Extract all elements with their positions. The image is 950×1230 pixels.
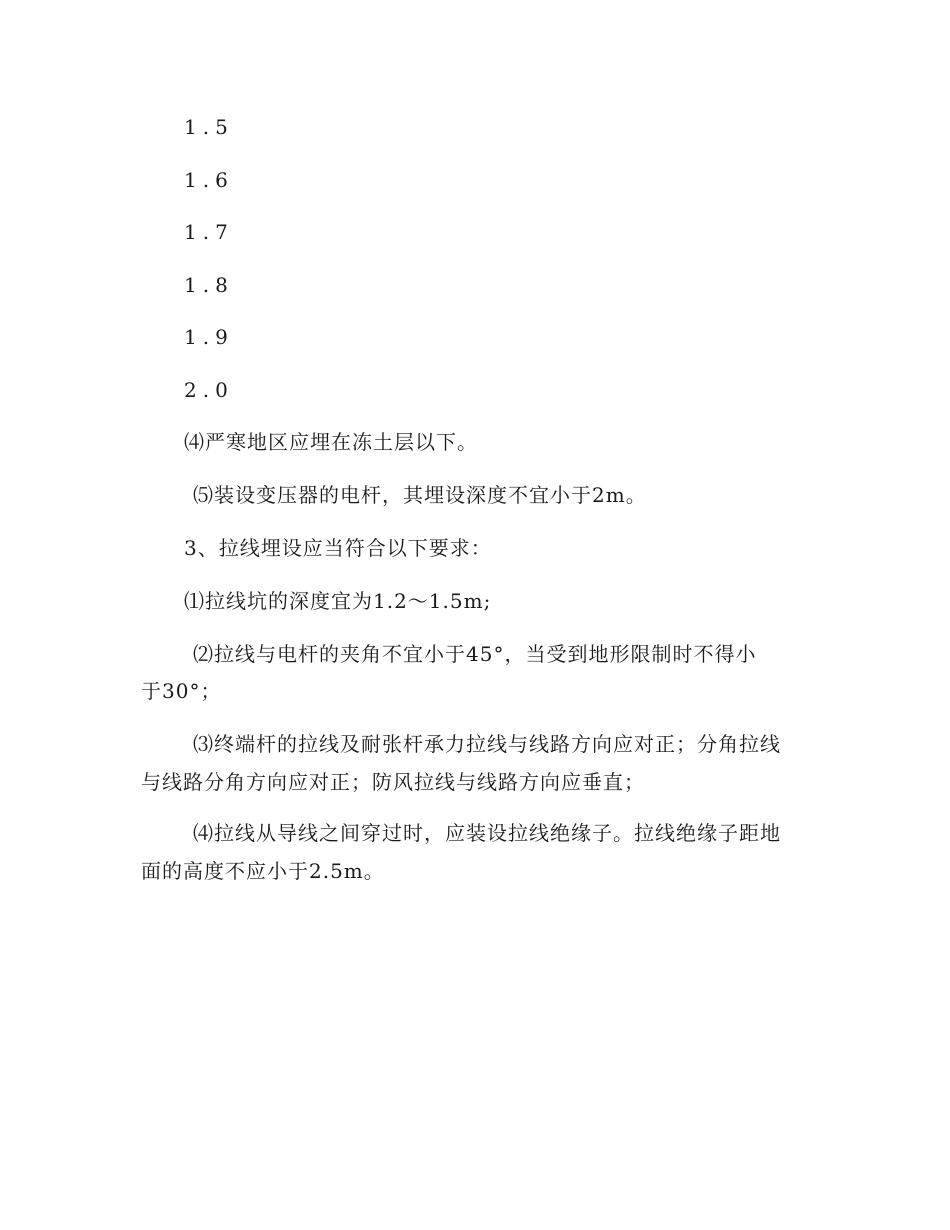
- list-item-3-line-2: 与线路分角方向应对正；防风拉线与线路方向应垂直；: [141, 770, 645, 794]
- section-heading-3: 3、拉线埋设应当符合以下要求：: [184, 536, 492, 560]
- value-line: 1.8: [184, 273, 234, 297]
- paragraph-item-5: ⑸装设变压器的电杆，其埋设深度不宜小于2m。: [193, 483, 647, 507]
- list-item-2-line-2: 于30°；: [141, 679, 222, 703]
- value-line: 1.9: [184, 325, 234, 349]
- list-item-4-line-1: ⑷拉线从导线之间穿过时，应装设拉线绝缘子。拉线绝缘子距地: [193, 821, 781, 845]
- value-line: 1.6: [184, 168, 234, 192]
- value-line: 2.0: [184, 378, 234, 402]
- list-item-1: ⑴拉线坑的深度宜为1.2～1.5m;: [184, 589, 492, 613]
- list-item-4-line-2: 面的高度不应小于2.5m。: [141, 859, 385, 883]
- list-item-2-line-1: ⑵拉线与电杆的夹角不宜小于45°，当受到地形限制时不得小: [193, 642, 757, 666]
- value-line: 1.5: [184, 115, 234, 139]
- list-item-3-line-1: ⑶终端杆的拉线及耐张杆承力拉线与线路方向应对正；分角拉线: [193, 732, 781, 756]
- value-line: 1.7: [184, 220, 234, 244]
- paragraph-item-4: ⑷严寒地区应埋在冻土层以下。: [184, 430, 478, 454]
